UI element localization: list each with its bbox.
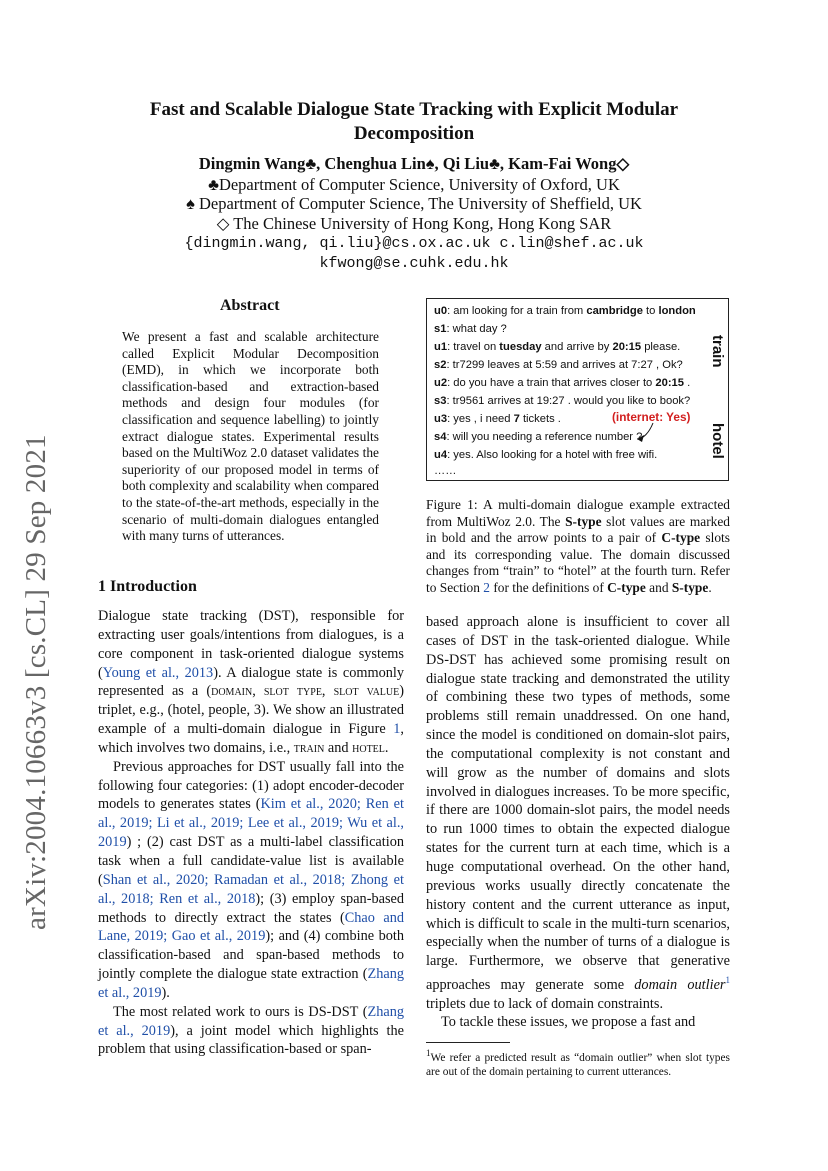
dialogue-line-s4: s4: will you needing a reference number ?: [434, 431, 643, 443]
dialogue-line-s2: s2: tr7299 leaves at 5:59 and arrives at 7:27 , Ok?: [434, 359, 683, 371]
right-column-text: [426, 613, 730, 1032]
email-line-2: kfwong@se.cuhk.edu.hk: [319, 255, 509, 272]
author-list: Dingmin Wang♣, Chenghua Lin♠, Qi Liu♣, Kam-Fai Wong◇: [198, 154, 630, 173]
section-heading-introduction: 1 Introduction: [98, 578, 197, 595]
affiliation-sheffield: ♠ Department of Computer Science, The University of Sheffield, UK: [186, 194, 642, 213]
dialogue-line-s3: s3: tr9561 arrives at 19:27 . would you like to book?: [434, 395, 691, 407]
figure-1-dialogue-box: [426, 298, 729, 481]
abstract-heading: Abstract: [220, 297, 280, 314]
dialogue-ellipsis: ……: [434, 465, 457, 477]
citation-link[interactable]: Young et al., 2013: [102, 664, 214, 681]
abstract-body: We present a fast and scalable architecture called Explicit Modular Decomposition (EMD), in which we incorporate both classification-based and extraction-based methods and design four modules (for classification and sequence labelling) to jointly extract dialogue states. Experimental results based on the MultiWoz 2.0 dataset validates the superiority of our proposed model in terms of both complexity and scalability when compared to the state-of-the-art methods, especially in the scenario of multi-domain dialogues entangled with many turns of utterances.: [122, 329, 379, 544]
footnote-marker[interactable]: 1: [725, 975, 730, 986]
dialogue-line-u2: u2: do you have a train that arrives closer to 20:15 .: [434, 377, 691, 389]
intro-paragraph-2: Previous approaches for DST usually fall into the following four categories: (1) adopt encoder-decoder models to generates states (Kim et al., 2020; Ren et al., 2019; Li et al., 2019; Lee et al., 2019; Wu et al., 2019) ; (2) cast DST as a multi-label classification task when a full candidate-value list is available (Shan et al., 2020; Ramadan et al., 2018; Zhong et al., 2018; Ren et al., 2018); (3) employ span-based methods to directly extract the states (Chao and Lane, 2019; Gao et al., 2019); and (4) combine both classification-based and span-based methods to jointly complete the dialogue state extraction (Zhang et al., 2019).: [98, 758, 405, 1001]
affiliation-cuhk: ◇ The Chinese University of Hong Kong, Hong Kong SAR: [216, 214, 612, 233]
footnote-divider: [426, 1042, 510, 1043]
footnote-text: $^1$We refer a predicted result as “domain outlier” when slot types are out of the domain pertaining to current utterances.: [426, 1048, 730, 1079]
intro-paragraph-3: The most related work to ours is DS-DST (Zhang et al., 2019), a joint model which highlights the problem that using classification-based or span-: [98, 1003, 404, 1058]
left-column-text: [98, 607, 404, 1059]
citation-link[interactable]: Chao and Lane, 2019; Gao et al., 2019: [98, 909, 404, 945]
internet-slot-annotation: (internet: Yes): [612, 410, 691, 424]
citation-link[interactable]: Shan et al., 2020; Ramadan et al., 2018; Zhong et al., 2018; Ren et al., 2018: [98, 871, 404, 907]
intro-paragraph-5: To tackle these issues, we propose a fast and: [441, 1014, 696, 1031]
figure-reference-link[interactable]: 1: [393, 721, 401, 738]
dialogue-line-u4: u4: yes. Also looking for a hotel with free wifi.: [434, 449, 658, 461]
citation-link[interactable]: Zhang et al., 2019: [98, 1003, 404, 1039]
section-reference-link[interactable]: 2: [483, 579, 490, 595]
affiliation-oxford: ♣Department of Computer Science, University of Oxford, UK: [208, 175, 620, 194]
dialogue-line-u0: u0: am looking for a train from cambridge to london: [434, 305, 696, 317]
intro-paragraph-4: based approach alone is insufficient to cover all cases of DST in the task-oriented dialogue. While DS-DST has achieved some promising result on dialogue state tracking and demonstrated the utility of combining these two types of methods, some problems still remain unaddressed. On one hand, since the model is conditioned on domain-slot pairs, the computational complexity is not constant and will grow as the number of domains and slots involved in dialogues increases. To be more specific, if there are 1000 domain-slot pairs, the model needs to run 1000 times to obtain the expected dialogue states for the current turn at each time, which is a huge computational overhead. On the other hand, previous works usually directly concatenate the history content and the current utterance as input, which is difficult to scale in the multi-turn scenarios, especially when the number of turns of a dialogue is large. Furthermore, we observe that generative approaches may generate some domain outlier$^1$ triplets due to lack of domain constraints.: [426, 614, 730, 1012]
dialogue-line-s1: s1: what day ?: [434, 323, 507, 335]
paper-title: [100, 98, 728, 146]
title-line-2: Decomposition: [353, 123, 475, 144]
figure-1-caption: Figure 1: A multi-domain dialogue example extracted from MultiWoz 2.0. The S-type slot values are marked in bold and the arrow points to a pair of C-type slots and its corresponding value. The domain discussed changes from “train” to “hotel” at the fourth turn. Refer to Section 2 for the definitions of C-type and S-type.: [426, 497, 730, 595]
domain-label-hotel: hotel: [709, 423, 726, 459]
citation-link[interactable]: Zhang et al., 2019: [98, 966, 404, 1001]
citation-link[interactable]: Kim et al., 2020; Ren et al., 2019; Li et al., 2019; Lee et al., 2019; Wu et al., 2019: [98, 796, 404, 851]
domain-label-train: train: [709, 335, 726, 368]
title-line-1: Fast and Scalable Dialogue State Tracking with Explicit Modular: [149, 99, 679, 120]
arxiv-identifier: arXiv:2004.10663v3 [cs.CL] 29 Sep 2021: [20, 434, 52, 930]
dialogue-line-u3: u3: yes , i need 7 tickets .: [434, 413, 561, 425]
intro-paragraph-1: Dialogue state tracking (DST), responsible for extracting user goals/intentions from dialogues, is a core component in task-oriented dialogue systems (Young et al., 2013). A dialogue state is commonly represented as a (domain, slot type, slot value) triplet, e.g., (hotel, people, 3). We show an illustrated example of a multi-domain dialogue in Figure 1, which involves two domains, i.e., train and hotel.: [98, 608, 404, 756]
email-line-1: {dingmin.wang, qi.liu}@cs.ox.ac.uk c.lin@shef.ac.uk: [184, 235, 644, 252]
dialogue-line-u1: u1: travel on tuesday and arrive by 20:15 please.: [434, 341, 681, 353]
